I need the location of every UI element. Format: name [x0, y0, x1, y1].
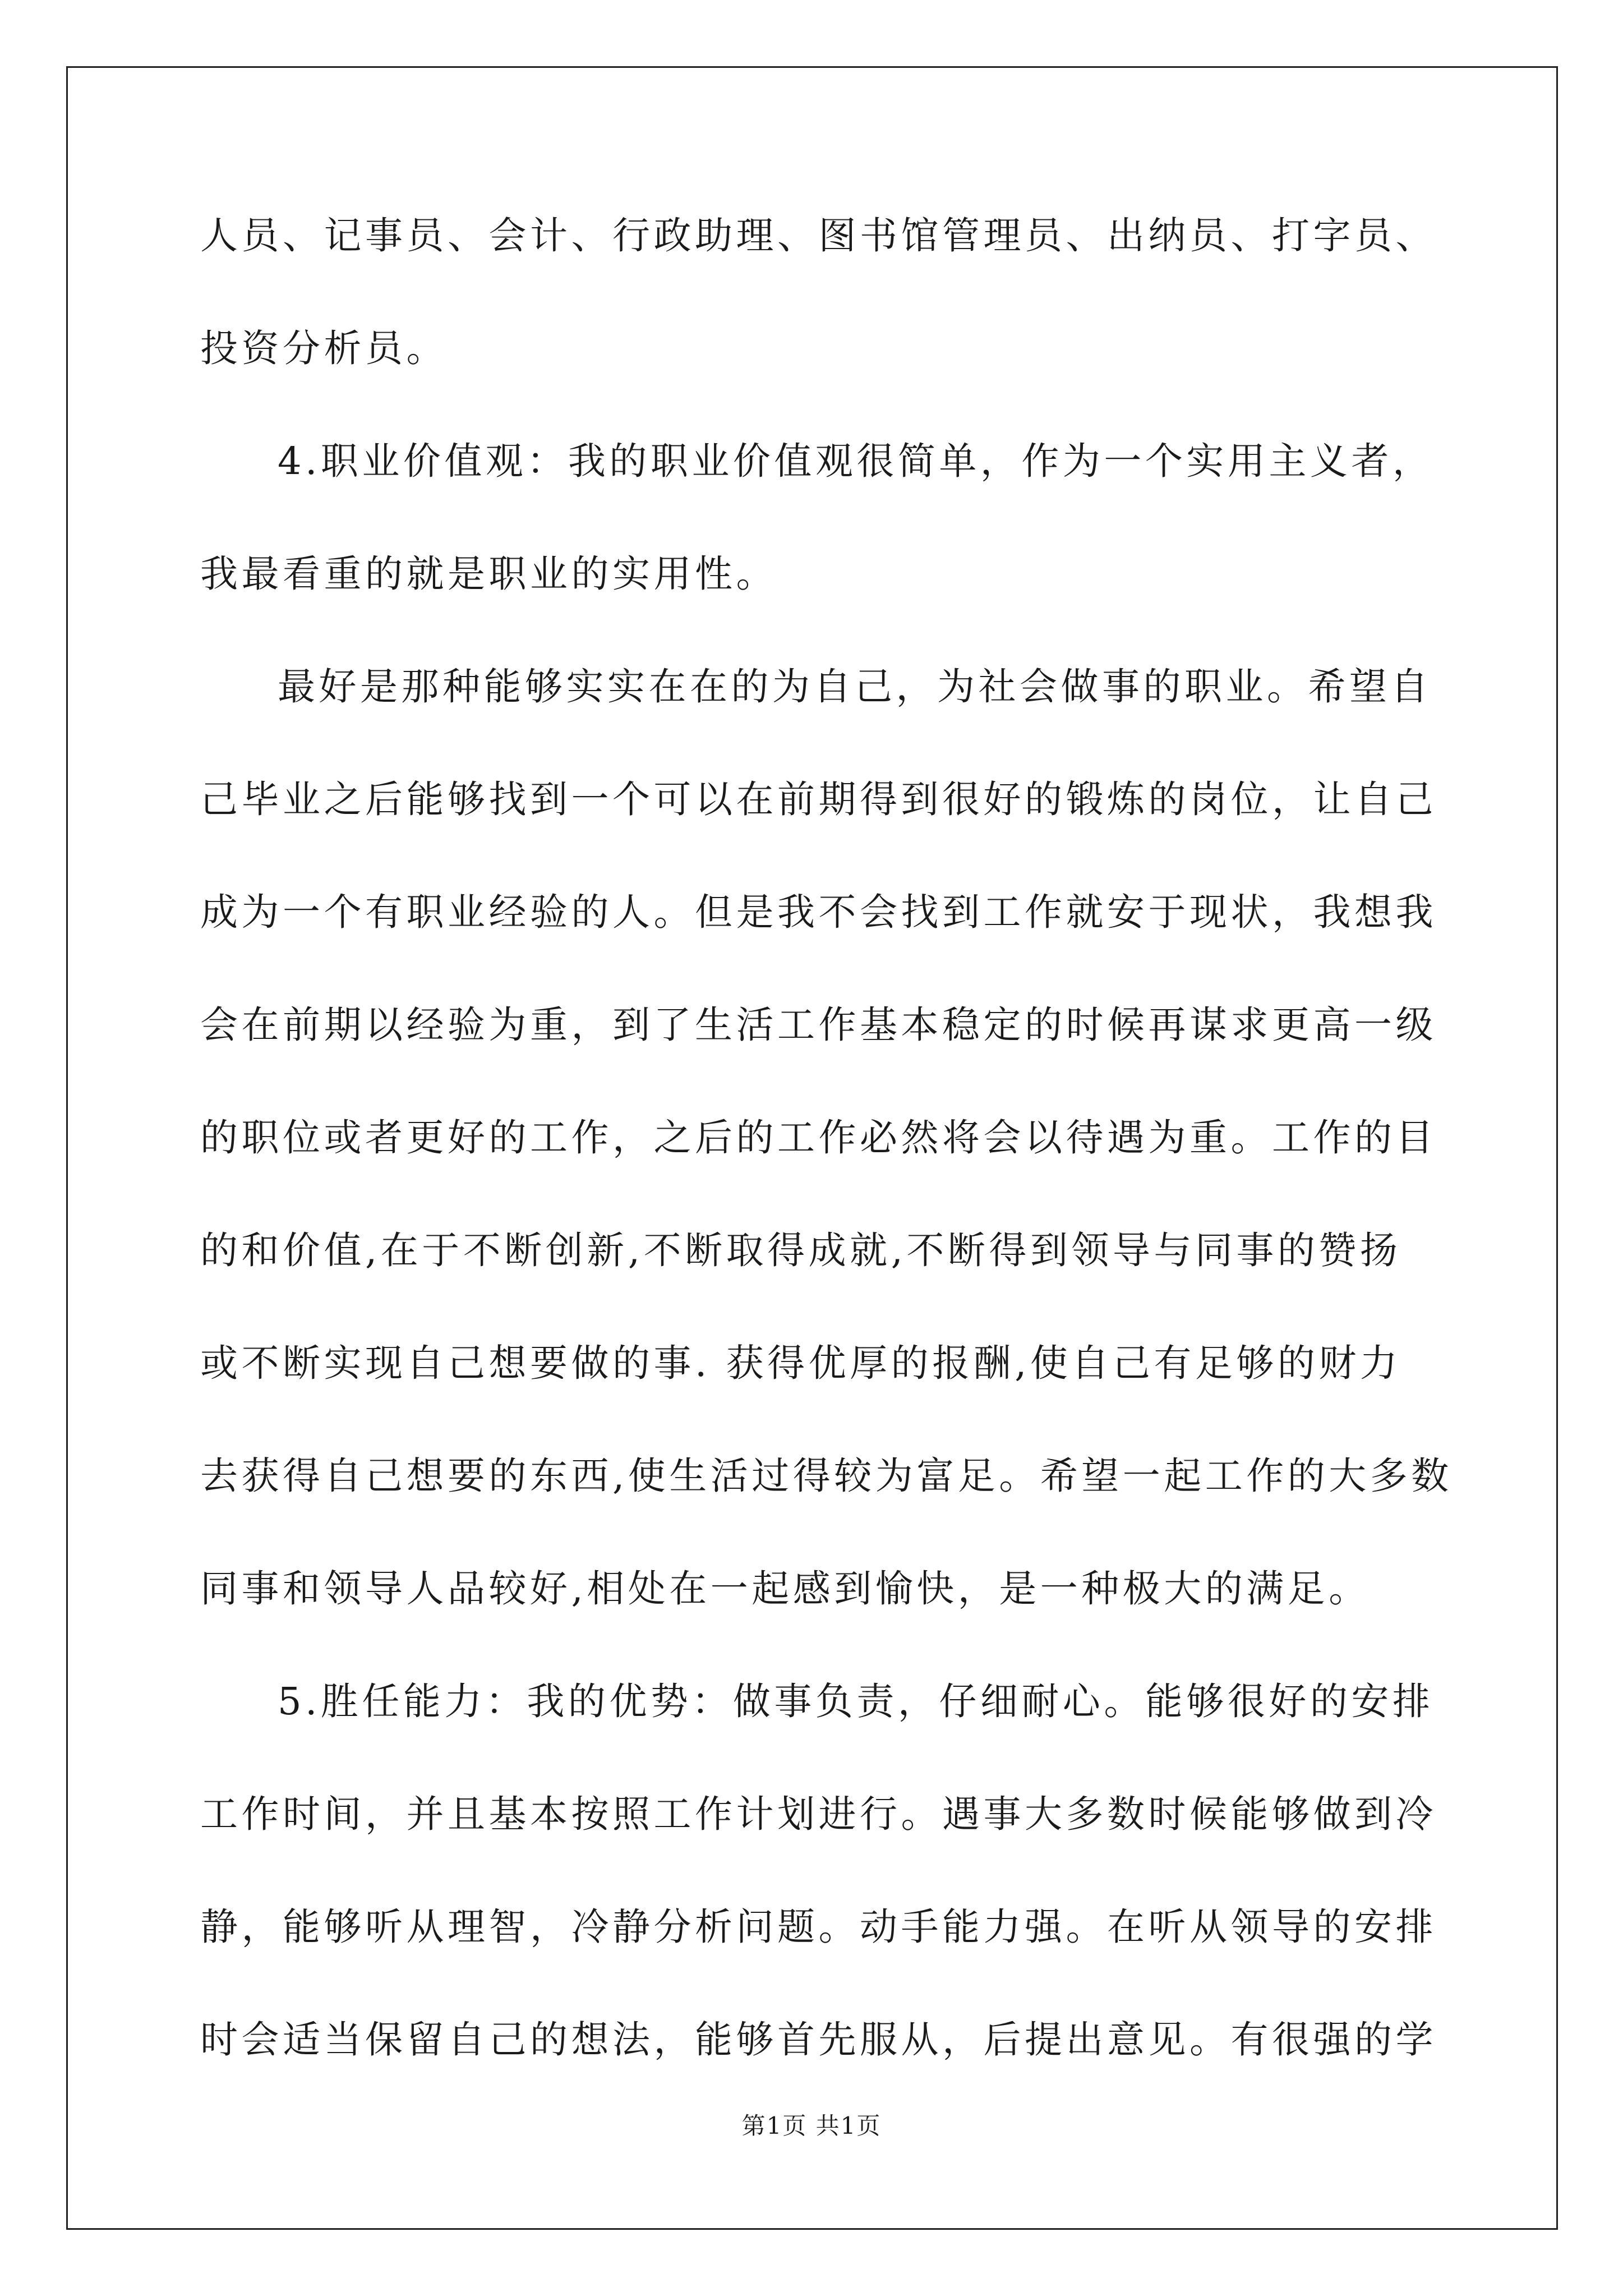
text-line: 静，能够听从理智，冷静分析问题。动手能力强。在听从领导的安排 [200, 1905, 1437, 1949]
text-line: 时会适当保留自己的想法，能够首先服从，后提出意见。有很强的学 [200, 2018, 1437, 2062]
paragraph-first-line: 最好是那种能够实实在在的为自己，为社会做事的职业。希望自 [278, 665, 1432, 708]
text-line: 工作时间，并且基本按照工作计划进行。遇事大多数时候能够做到冷 [200, 1792, 1437, 1836]
document-body [200, 208, 1453, 2124]
text-line: 我最看重的就是职业的实用性。 [200, 552, 777, 596]
paragraph-first-line: 4.职业价值观：我的职业价值观很简单，作为一个实用主义者， [278, 439, 1434, 483]
text-line: 的职位或者更好的工作，之后的工作必然将会以待遇为重。工作的目 [200, 1116, 1437, 1159]
text-line: 己毕业之后能够找到一个可以在前期得到很好的锻炼的岗位，让自己 [200, 777, 1437, 821]
text-line: 去获得自己想要的东西,使生活过得较为富足。希望一起工作的大多数 [200, 1454, 1453, 1498]
paragraph-first-line: 5.胜任能力：我的优势：做事负责，仔细耐心。能够很好的安排 [278, 1680, 1434, 1723]
text-line: 或不断实现自己想要做的事. 获得优厚的报酬,使自己有足够的财力 [200, 1341, 1401, 1385]
text-line: 投资分析员。 [200, 326, 448, 370]
text-line: 的和价值,在于不断创新,不断取得成就,不断得到领导与同事的赞扬 [200, 1228, 1401, 1272]
text-line: 成为一个有职业经验的人。但是我不会找到工作就安于现状，我想我 [200, 890, 1437, 934]
text-line: 同事和领导人品较好,相处在一起感到愉快，是一种极大的满足。 [200, 1567, 1370, 1611]
text-line: 人员、记事员、会计、行政助理、图书馆管理员、出纳员、打字员、 [200, 214, 1437, 257]
text-line: 会在前期以经验为重，到了生活工作基本稳定的时候再谋求更高一级 [200, 1003, 1437, 1047]
page-footer: 第1页 共1页 [741, 2112, 882, 2139]
